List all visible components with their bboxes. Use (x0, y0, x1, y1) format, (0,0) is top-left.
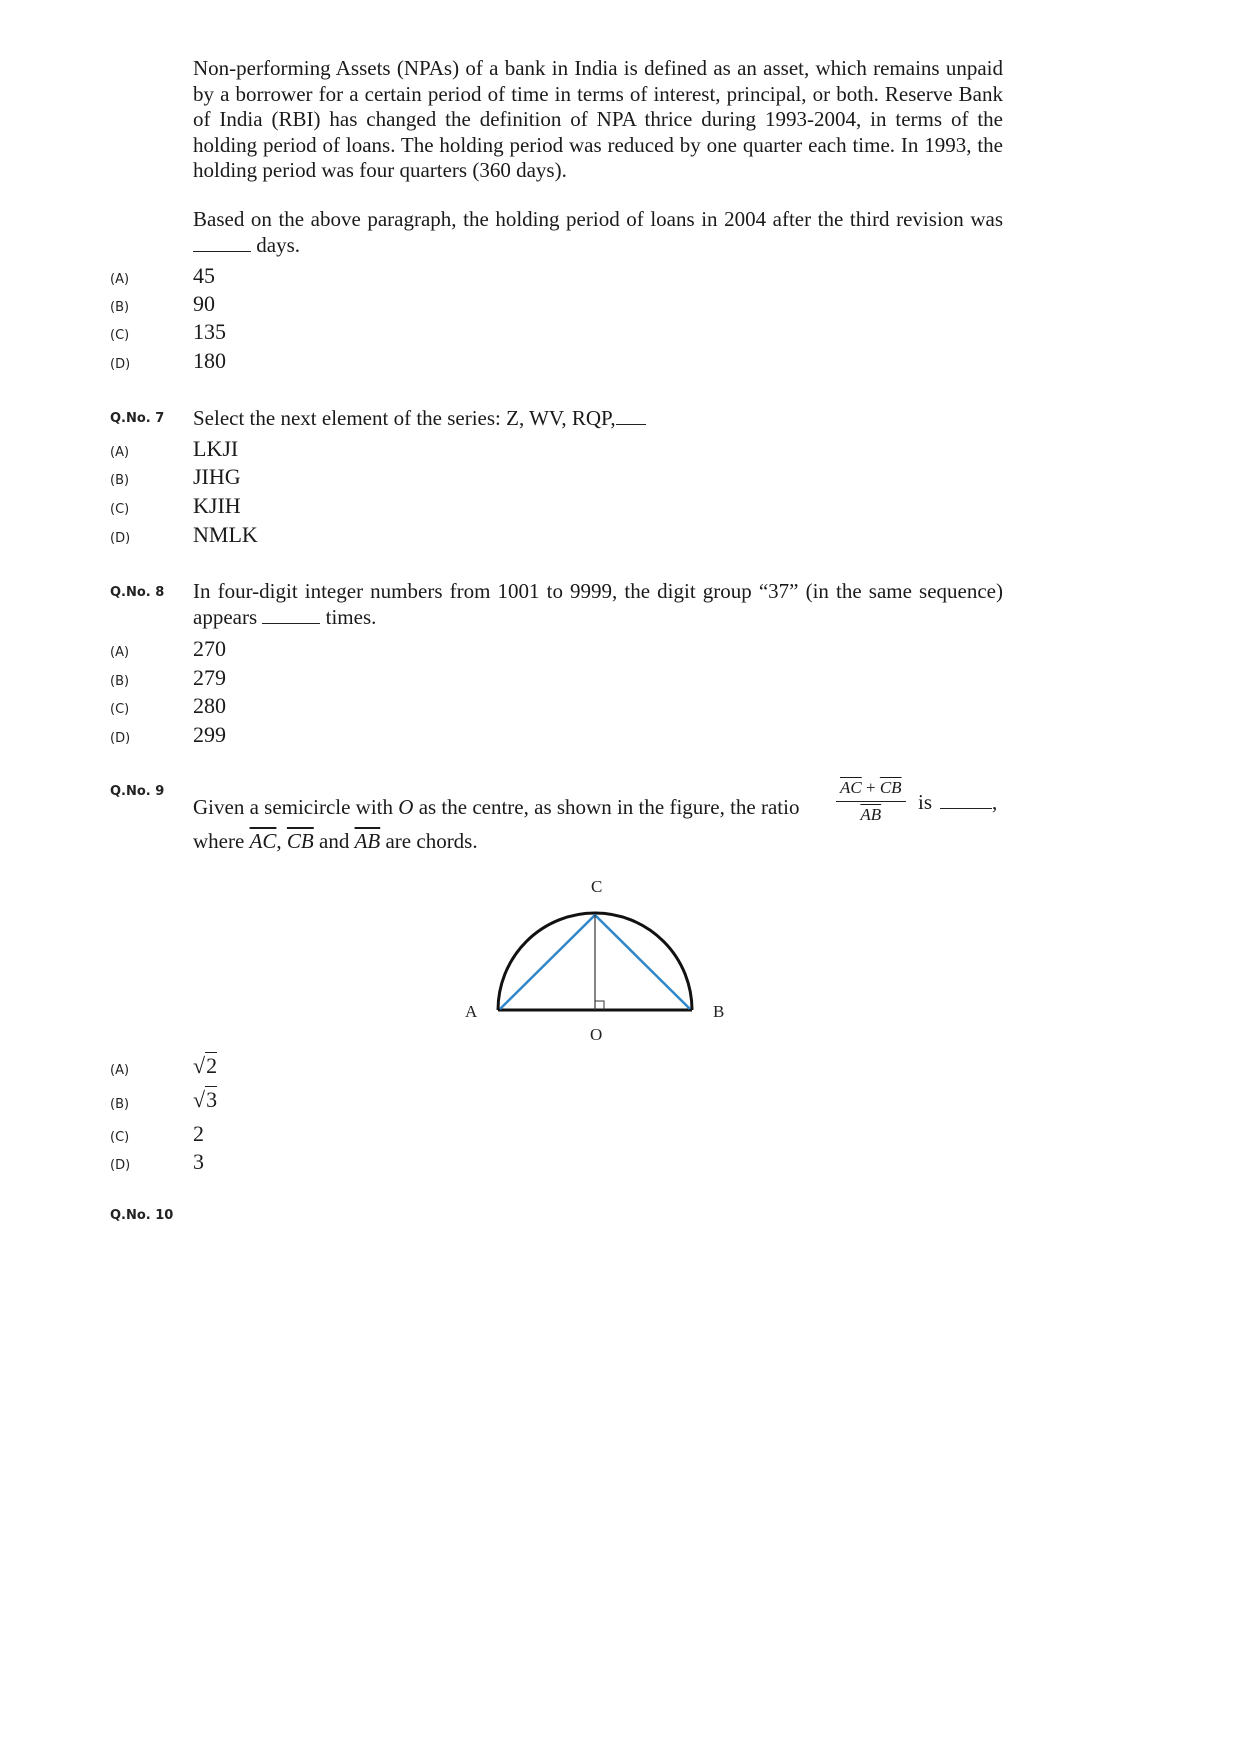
option-text: LKJI (193, 436, 239, 461)
option-text: 45 (193, 263, 215, 288)
chord-cb: $\overline{CB}$ (286, 829, 314, 853)
option-text: 3 (193, 1149, 204, 1174)
sqrt-symbol: √ (193, 1053, 206, 1078)
answer-blank (262, 605, 320, 624)
q9-question-line1 (193, 795, 799, 821)
q9-is (918, 790, 932, 816)
chord-ac: $\overline{AC}$ (840, 778, 862, 797)
option-text: 2 (193, 1121, 204, 1146)
radicand: 2 (206, 1053, 218, 1078)
option-label: (C) (110, 1130, 130, 1145)
option-text: 135 (193, 319, 226, 344)
question-number: Q.No. 8 (110, 585, 165, 600)
q9-question-line2: where $\overline{AC}$, $\overline{CB}$ and $\overline{AB}$ are chords. (193, 829, 478, 853)
option-label: (D) (110, 357, 131, 372)
option-label: (C) (110, 702, 130, 717)
q8-question-text: In four-digit integer numbers from 1001 to 9999, the digit group “37” (in the same sequence) appears (193, 579, 1003, 629)
option-label: (D) (110, 1158, 131, 1173)
option-text: 279 (193, 665, 226, 690)
option-label: (B) (110, 674, 130, 689)
option-label: (C) (110, 502, 130, 517)
point-b-label: B (713, 1002, 725, 1021)
chord-ab: $\overline{AB}$ (354, 829, 381, 853)
q9-text: where (193, 829, 245, 853)
option-label: (D) (110, 531, 131, 546)
option-text: 280 (193, 693, 226, 718)
q9-is-text: is (918, 790, 933, 814)
question-number: Q.No. 10 (110, 1208, 174, 1223)
point-c-label: C (591, 877, 603, 896)
answer-blank (940, 790, 992, 809)
option-text: 90 (193, 291, 215, 316)
option-label: (A) (110, 272, 130, 287)
ratio-fraction (836, 778, 906, 825)
q6-question (193, 207, 1003, 258)
option-label: (A) (110, 1063, 130, 1078)
q8-question (193, 579, 1003, 630)
q9-text: Given a semicircle with (193, 795, 394, 819)
q6-question-text-end: days. (256, 232, 300, 257)
q7-question-text: Select the next element of the series: Z, WV, RQP, (193, 406, 616, 430)
option-text: KJIH (193, 493, 241, 518)
answer-blank (616, 406, 646, 425)
chord-ab: AB (860, 805, 882, 824)
option-label: (B) (110, 473, 130, 488)
option-text: JIHG (193, 464, 241, 489)
q6-passage: Non-performing Assets (NPAs) of a bank in India is defined as an asset, which remains unpaid by a borrower for a certain period of time in terms of interest, principal, or both. Reserve Bank of India (RBI) has changed the definition of NPA thrice during 1993-2004, in terms of the holding period of loans. The holding period was reduced by one quarter each time. In 1993, the holding period was four quarters (360 days). (193, 56, 1003, 182)
point-o-label: O (590, 1025, 603, 1044)
option-label: (A) (110, 645, 130, 660)
q9-text: are chords. (385, 829, 478, 853)
option-text: 270 (193, 636, 226, 661)
ratio-numerator (836, 778, 906, 802)
centre-variable: O (398, 795, 414, 819)
option-text: NMLK (193, 522, 258, 547)
q6-question-text: Based on the above paragraph, the holding period of loans in 2004 after the third revision was (193, 207, 1003, 231)
point-a-label: A (465, 1002, 478, 1021)
chord-ac: $\overline{AC}$ (249, 829, 277, 853)
ratio-denominator (836, 802, 906, 825)
option-text (193, 1053, 217, 1079)
q7-question (193, 406, 646, 432)
question-number: Q.No. 7 (110, 411, 165, 426)
radicand: 3 (206, 1087, 218, 1112)
option-label: (C) (110, 328, 130, 343)
semicircle-figure (440, 860, 740, 1050)
chord-ac-line (500, 915, 595, 1009)
plus-sign: + (865, 778, 876, 797)
option-label: (A) (110, 445, 130, 460)
option-text: 299 (193, 722, 226, 747)
option-label: (B) (110, 300, 130, 315)
answer-blank (193, 233, 251, 252)
sqrt-symbol: √ (193, 1087, 206, 1112)
option-label: (B) (110, 1097, 130, 1112)
q9-text: as the centre, as shown in the figure, the ratio (418, 795, 800, 819)
option-text: 180 (193, 348, 226, 373)
option-label: (D) (110, 731, 131, 746)
question-number: Q.No. 9 (110, 784, 165, 799)
option-text (193, 1087, 217, 1113)
q9-blank: , (940, 790, 997, 816)
chord-cb-line (595, 915, 690, 1009)
q8-question-text-end: times. (325, 604, 377, 629)
chord-cb: $\overline{CB}$ (879, 778, 902, 797)
